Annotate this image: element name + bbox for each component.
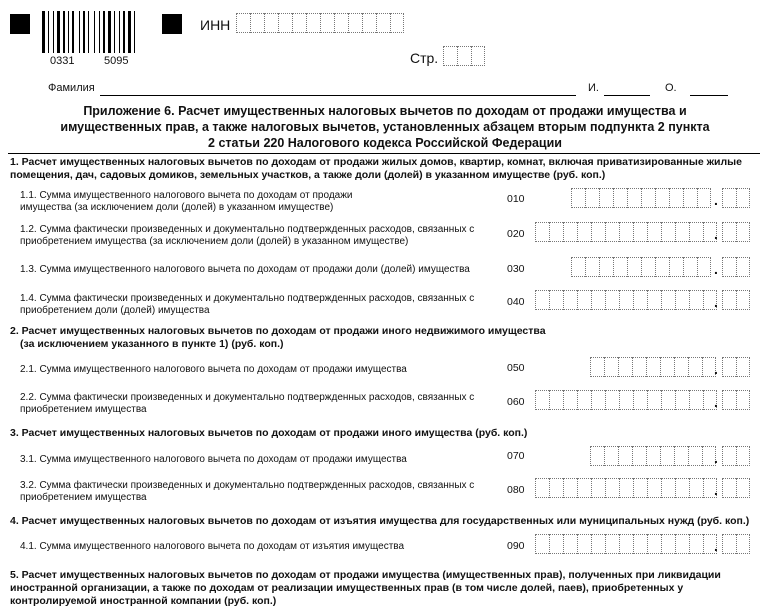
- item-010-text: 1.1. Сумма имущественного налогового вычета по доходам от продажи имущества (за исключением доли (долей) в указанном имуществе): [20, 190, 353, 213]
- input-cell[interactable]: [736, 478, 750, 498]
- input-cell[interactable]: [697, 188, 711, 208]
- input-cell[interactable]: [599, 188, 613, 208]
- input-cell[interactable]: [591, 290, 605, 310]
- input-cell[interactable]: [647, 222, 661, 242]
- item-040-kop-field[interactable]: [722, 290, 750, 310]
- item-020-kop-field[interactable]: [722, 222, 750, 242]
- input-cell[interactable]: [641, 188, 655, 208]
- input-cell[interactable]: [571, 188, 585, 208]
- input-cell[interactable]: [647, 290, 661, 310]
- item-070-rub-field[interactable]: [590, 446, 716, 466]
- input-cell[interactable]: [697, 257, 711, 277]
- input-cell[interactable]: [722, 290, 736, 310]
- input-cell[interactable]: [736, 257, 750, 277]
- barcode-bar: [79, 11, 80, 53]
- input-cell[interactable]: [633, 534, 647, 554]
- item-090-rub-field[interactable]: [535, 534, 717, 554]
- input-cell[interactable]: [689, 534, 703, 554]
- input-cell[interactable]: [292, 13, 306, 33]
- item-070-text: 3.1. Сумма имущественного налогового вычета по доходам от продажи имущества: [20, 454, 407, 465]
- barcode-number-left: 0331: [50, 55, 75, 67]
- input-cell[interactable]: [604, 357, 618, 377]
- input-cell[interactable]: [633, 478, 647, 498]
- input-cell[interactable]: [563, 390, 577, 410]
- barcode-bar: [136, 11, 138, 53]
- input-cell[interactable]: [675, 390, 689, 410]
- decimal-separator: .: [714, 192, 718, 208]
- section-5-heading: 5. Расчет имущественных налоговых вычетов по доходам от продажи имущества (имущественных прав), полученных при ликвидации иностранной организации, а также по доходам от реализации имущественных прав (в том числе долей, паев), приобретенных у контролируемой иностранной компании (руб. коп.): [10, 569, 721, 607]
- input-cell[interactable]: [675, 222, 689, 242]
- page-title: Приложение 6. Расчет имущественных налоговых вычетов по доходам от продажи имущества и имущественных прав, а также налоговых вычетов, установленных абзацем вторым подпункта 2 пункта 2 статьи 220 Налогового кодекса Российской Федерации: [60, 104, 710, 150]
- input-cell[interactable]: [722, 257, 736, 277]
- barcode-bar: [134, 11, 135, 53]
- input-cell[interactable]: [577, 390, 591, 410]
- corner-marker-right: [162, 14, 182, 34]
- input-cell[interactable]: [647, 478, 661, 498]
- barcode-bar: [90, 11, 93, 53]
- item-070-kop-field[interactable]: [722, 446, 750, 466]
- input-cell[interactable]: [563, 534, 577, 554]
- input-cell[interactable]: [577, 222, 591, 242]
- input-cell[interactable]: [236, 13, 250, 33]
- decimal-separator: .: [714, 294, 718, 310]
- input-cell[interactable]: [619, 534, 633, 554]
- input-cell[interactable]: [591, 390, 605, 410]
- item-020-rub-field[interactable]: [535, 222, 717, 242]
- input-cell[interactable]: [563, 478, 577, 498]
- section-1-heading: 1. Расчет имущественных налоговых вычетов по доходам от продажи жилых домов, квартир, комнат, включая приватизированные жилые помещения, дач, садовых домиков, земельных участков, а также доли (долей) в указанном имуществе (руб. коп.): [10, 156, 742, 181]
- item-080-code: 080: [507, 484, 525, 496]
- input-cell[interactable]: [619, 478, 633, 498]
- input-cell[interactable]: [669, 257, 683, 277]
- barcode-bar: [106, 11, 107, 53]
- decimal-separator: .: [714, 361, 718, 377]
- input-cell[interactable]: [535, 290, 549, 310]
- input-cell[interactable]: [549, 478, 563, 498]
- input-cell[interactable]: [661, 222, 675, 242]
- input-cell[interactable]: [605, 478, 619, 498]
- input-cell[interactable]: [619, 290, 633, 310]
- barcode-bar: [61, 11, 62, 53]
- input-cell[interactable]: [535, 534, 549, 554]
- section-2-heading-cont: (за исключением указанного в пункте 1) (руб. коп.): [20, 338, 284, 350]
- input-cell[interactable]: [549, 290, 563, 310]
- inn-field[interactable]: [236, 13, 404, 33]
- input-cell[interactable]: [675, 534, 689, 554]
- input-cell[interactable]: [633, 290, 647, 310]
- input-cell[interactable]: [605, 222, 619, 242]
- item-060-code: 060: [507, 396, 525, 408]
- barcode-bar: [112, 11, 113, 53]
- item-020-code: 020: [507, 228, 525, 240]
- item-040-code: 040: [507, 296, 525, 308]
- barcode-bar: [101, 11, 102, 53]
- input-cell[interactable]: [605, 290, 619, 310]
- input-cell[interactable]: [306, 13, 320, 33]
- input-cell[interactable]: [278, 13, 292, 33]
- input-cell[interactable]: [641, 257, 655, 277]
- decimal-separator: .: [714, 450, 718, 466]
- item-010-code: 010: [507, 193, 525, 205]
- barcode-bar: [66, 11, 67, 53]
- input-cell[interactable]: [549, 390, 563, 410]
- input-cell[interactable]: [633, 390, 647, 410]
- input-cell[interactable]: [661, 290, 675, 310]
- input-cell[interactable]: [549, 222, 563, 242]
- item-040-text: 1.4. Сумма фактически произведенных и документально подтвержденных расходов, связанных с приобретением доли (долей) имущества: [20, 293, 475, 316]
- input-cell[interactable]: [688, 357, 702, 377]
- item-070-code: 070: [507, 450, 525, 462]
- input-cell[interactable]: [669, 188, 683, 208]
- input-cell[interactable]: [722, 534, 736, 554]
- surname-field[interactable]: [100, 95, 576, 96]
- input-cell[interactable]: [591, 478, 605, 498]
- input-cell[interactable]: [689, 478, 703, 498]
- corner-marker-left: [10, 14, 30, 34]
- input-cell[interactable]: [250, 13, 264, 33]
- barcode-bar: [46, 11, 47, 53]
- decimal-separator: .: [714, 226, 718, 242]
- input-cell[interactable]: [599, 257, 613, 277]
- input-cell[interactable]: [632, 357, 646, 377]
- input-cell[interactable]: [376, 13, 390, 33]
- decimal-separator: .: [714, 482, 718, 498]
- item-050-rub-field[interactable]: [590, 357, 716, 377]
- barcode-bar: [86, 11, 87, 53]
- input-cell[interactable]: [585, 188, 599, 208]
- item-080-kop-field[interactable]: [722, 478, 750, 498]
- barcode-number-right: 5095: [104, 55, 129, 67]
- input-cell[interactable]: [618, 357, 632, 377]
- input-cell[interactable]: [722, 390, 736, 410]
- barcode-bar: [70, 11, 71, 53]
- barcode-bar: [116, 11, 118, 53]
- item-090-text: 4.1. Сумма имущественного налогового вычета по доходам от изъятия имущества: [20, 541, 405, 552]
- barcode-bar: [83, 11, 85, 53]
- input-cell[interactable]: [736, 446, 750, 466]
- input-cell[interactable]: [689, 222, 703, 242]
- surname-label: Фамилия: [48, 82, 95, 94]
- barcode-bar: [108, 11, 111, 53]
- item-050-kop-field[interactable]: [722, 357, 750, 377]
- item-060-text: 2.2. Сумма фактически произведенных и документально подтвержденных расходов, связанных с приобретением имущества: [20, 392, 475, 415]
- input-cell[interactable]: [647, 390, 661, 410]
- input-cell[interactable]: [655, 188, 669, 208]
- input-cell[interactable]: [647, 534, 661, 554]
- item-050-text: 2.1. Сумма имущественного налогового вычета по доходам от продажи имущества: [20, 364, 407, 375]
- section-3-heading: 3. Расчет имущественных налоговых вычетов по доходам от продажи иного имущества (руб. коп.): [10, 427, 528, 439]
- item-010-rub-field[interactable]: [571, 188, 711, 208]
- input-cell[interactable]: [675, 290, 689, 310]
- input-cell[interactable]: [571, 257, 585, 277]
- input-cell[interactable]: [660, 357, 674, 377]
- item-030-code: 030: [507, 263, 525, 275]
- input-cell[interactable]: [577, 478, 591, 498]
- input-cell[interactable]: [722, 357, 736, 377]
- input-cell[interactable]: [605, 534, 619, 554]
- divider: [8, 153, 760, 154]
- item-060-kop-field[interactable]: [722, 390, 750, 410]
- input-cell[interactable]: [722, 188, 736, 208]
- barcode: [42, 11, 142, 53]
- input-cell[interactable]: [736, 534, 750, 554]
- input-cell[interactable]: [655, 257, 669, 277]
- barcode-bar: [75, 11, 78, 53]
- input-cell[interactable]: [591, 222, 605, 242]
- input-cell[interactable]: [722, 446, 736, 466]
- input-cell[interactable]: [590, 446, 604, 466]
- input-cell[interactable]: [736, 222, 750, 242]
- section-2-heading: 2. Расчет имущественных налоговых вычетов по доходам от продажи иного недвижимого имущества: [10, 325, 546, 337]
- item-030-rub-field[interactable]: [571, 257, 711, 277]
- input-cell[interactable]: [471, 46, 485, 66]
- input-cell[interactable]: [736, 188, 750, 208]
- item-010-kop-field[interactable]: [722, 188, 750, 208]
- input-cell[interactable]: [563, 290, 577, 310]
- barcode-bar: [123, 11, 125, 53]
- input-cell[interactable]: [633, 222, 647, 242]
- input-cell[interactable]: [689, 390, 703, 410]
- item-080-text: 3.2. Сумма фактически произведенных и документально подтвержденных расходов, связанных с приобретением имущества: [20, 480, 475, 503]
- input-cell[interactable]: [613, 188, 627, 208]
- input-cell[interactable]: [736, 390, 750, 410]
- page-label: Стр.: [410, 50, 439, 66]
- item-040-rub-field[interactable]: [535, 290, 717, 310]
- input-cell[interactable]: [577, 290, 591, 310]
- input-cell[interactable]: [362, 13, 376, 33]
- input-cell[interactable]: [348, 13, 362, 33]
- input-cell[interactable]: [722, 222, 736, 242]
- input-cell[interactable]: [613, 257, 627, 277]
- barcode-bar: [119, 11, 120, 53]
- item-050-code: 050: [507, 362, 525, 374]
- section-4-heading: 4. Расчет имущественных налоговых вычетов по доходам от изъятия имущества для государственных или муниципальных нужд (руб. коп.): [10, 515, 750, 527]
- input-cell[interactable]: [688, 446, 702, 466]
- barcode-bar: [121, 11, 122, 53]
- barcode-bar: [126, 11, 127, 53]
- input-cell[interactable]: [736, 290, 750, 310]
- decimal-separator: .: [714, 394, 718, 410]
- input-cell[interactable]: [563, 222, 577, 242]
- input-cell[interactable]: [604, 446, 618, 466]
- barcode-bar: [128, 11, 131, 53]
- page-field[interactable]: [443, 46, 485, 66]
- input-cell[interactable]: [619, 222, 633, 242]
- item-030-kop-field[interactable]: [722, 257, 750, 277]
- input-cell[interactable]: [457, 46, 471, 66]
- item-080-rub-field[interactable]: [535, 478, 717, 498]
- input-cell[interactable]: [675, 478, 689, 498]
- input-cell[interactable]: [660, 446, 674, 466]
- barcode-bar: [114, 11, 115, 53]
- input-cell[interactable]: [535, 478, 549, 498]
- input-cell[interactable]: [627, 257, 641, 277]
- barcode-bar: [42, 11, 45, 53]
- barcode-bar: [94, 11, 95, 53]
- input-cell[interactable]: [683, 257, 697, 277]
- barcode-bar: [68, 11, 69, 53]
- barcode-bar: [103, 11, 105, 53]
- decimal-separator: .: [714, 261, 718, 277]
- decimal-separator: .: [714, 538, 718, 554]
- initial-o-field[interactable]: [690, 95, 728, 96]
- barcode-bar: [55, 11, 56, 53]
- barcode-bar: [48, 11, 49, 53]
- barcode-bar: [88, 11, 89, 53]
- item-020-text: 1.2. Сумма фактически произведенных и документально подтвержденных расходов, связанных с приобретением имущества (за исключением доли (долей) в указанном имуществе): [20, 224, 475, 247]
- input-cell[interactable]: [334, 13, 348, 33]
- input-cell[interactable]: [549, 534, 563, 554]
- initial-o-label: О.: [665, 82, 677, 94]
- barcode-bar: [50, 11, 52, 53]
- input-cell[interactable]: [591, 534, 605, 554]
- input-cell[interactable]: [443, 46, 457, 66]
- input-cell[interactable]: [320, 13, 334, 33]
- input-cell[interactable]: [646, 446, 660, 466]
- barcode-bar: [132, 11, 133, 53]
- item-030-text: 1.3. Сумма имущественного налогового вычета по доходам от продажи доли (долей) имущества: [20, 264, 470, 275]
- input-cell[interactable]: [736, 357, 750, 377]
- initial-i-field[interactable]: [604, 95, 650, 96]
- input-cell[interactable]: [577, 534, 591, 554]
- input-cell[interactable]: [619, 390, 633, 410]
- input-cell[interactable]: [535, 222, 549, 242]
- input-cell[interactable]: [264, 13, 278, 33]
- input-cell[interactable]: [646, 357, 660, 377]
- input-cell[interactable]: [674, 357, 688, 377]
- item-090-code: 090: [507, 540, 525, 552]
- barcode-bar: [63, 11, 65, 53]
- barcode-bar: [72, 11, 74, 53]
- inn-label: ИНН: [200, 17, 231, 33]
- input-cell[interactable]: [390, 13, 404, 33]
- input-cell[interactable]: [722, 478, 736, 498]
- input-cell[interactable]: [683, 188, 697, 208]
- item-060-rub-field[interactable]: [535, 390, 717, 410]
- barcode-bar: [53, 11, 54, 53]
- barcode-bar: [96, 11, 98, 53]
- input-cell[interactable]: [689, 290, 703, 310]
- input-cell[interactable]: [661, 478, 675, 498]
- input-cell[interactable]: [674, 446, 688, 466]
- barcode-bar: [57, 11, 60, 53]
- input-cell[interactable]: [590, 357, 604, 377]
- input-cell[interactable]: [661, 390, 675, 410]
- input-cell[interactable]: [632, 446, 646, 466]
- input-cell[interactable]: [661, 534, 675, 554]
- input-cell[interactable]: [605, 390, 619, 410]
- barcode-bar: [99, 11, 100, 53]
- input-cell[interactable]: [627, 188, 641, 208]
- input-cell[interactable]: [535, 390, 549, 410]
- item-090-kop-field[interactable]: [722, 534, 750, 554]
- barcode-bar: [81, 11, 82, 53]
- input-cell[interactable]: [585, 257, 599, 277]
- input-cell[interactable]: [618, 446, 632, 466]
- initial-i-label: И.: [588, 82, 599, 94]
